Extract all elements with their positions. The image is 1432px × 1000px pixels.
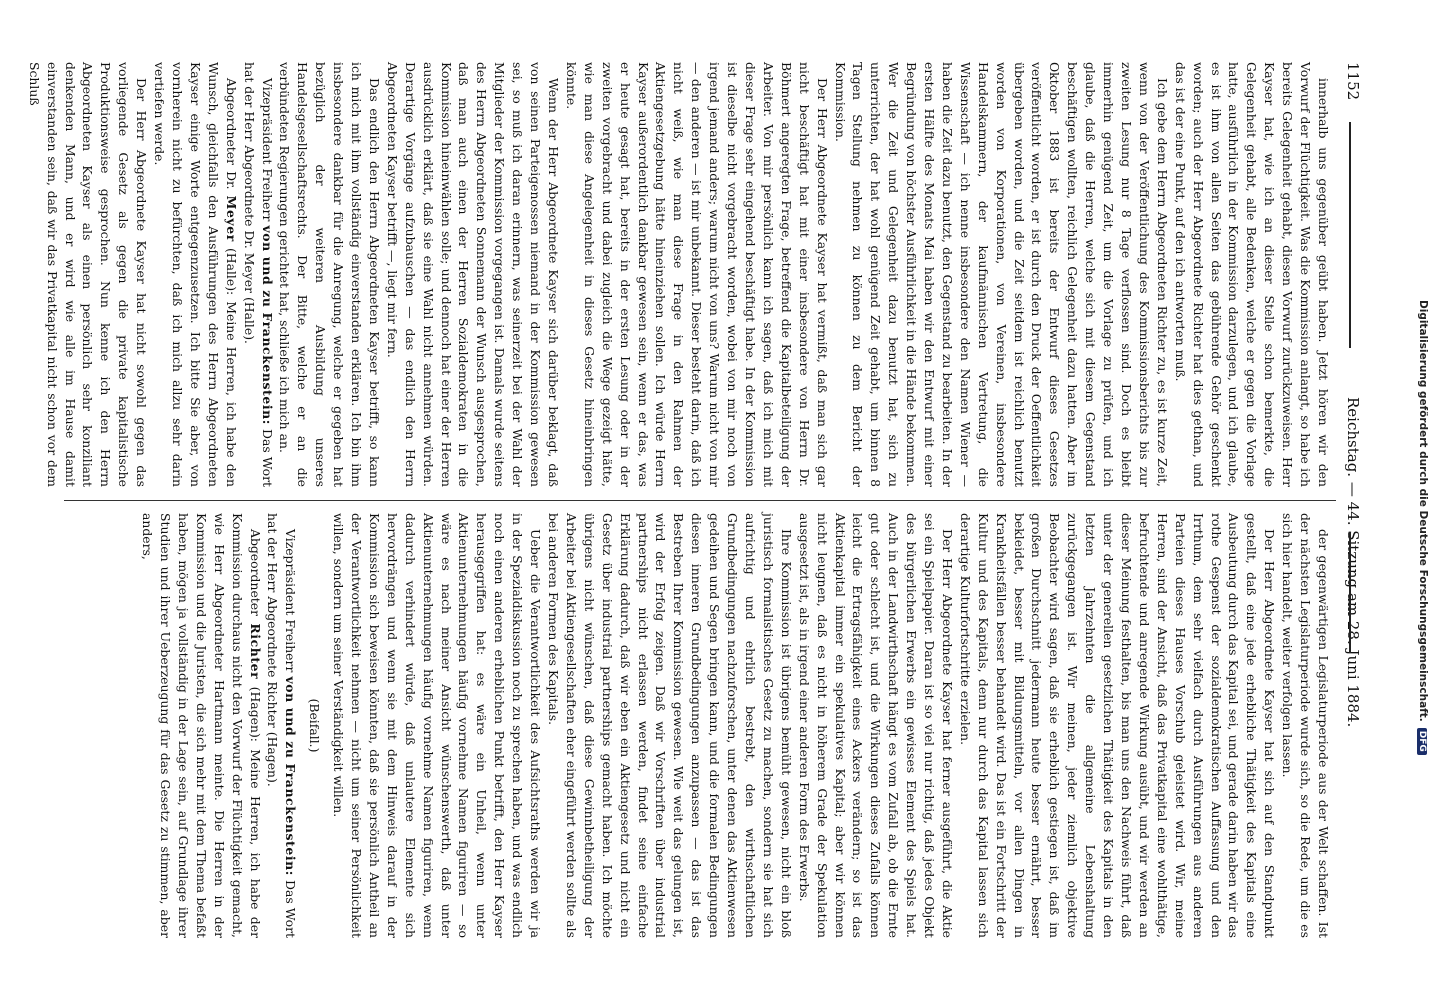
paragraph: Ihre Kommission ist übrigens bemüht gewesen, nicht ein bloß juristisch formalistisches Gesetz zu machen, sondern sie hat sich aufrichtig und ehrlich bestrebt, den wirthschaftlichen Grundbedingungen nachzuforschen, unter denen das Aktienwesen gedeihen und Segen bringen kann, und die formalen Bedingungen diesen inneren Grundbedingungen anzupassen — das ist das Bestreben Ihrer Kommission gewesen. Wie weit das gelungen ist, wird der Erfolg zeigen. Daß wir Vorschriften über industrial partnerships nicht erlassen werden, findet seine einfache Erklärung dadurch, daß wir eben ein Aktiengesetz und nicht ein Gesetz über industrial partnerships gemacht haben. Ich möchte übrigens nicht wünschen, daß diese Gewinnbetheiligung der Arbeiter bei Aktiengesellschaften eher eingeführt werden sollte als bei anderen Formen des Kapitals. (546, 513, 794, 938)
dfg-logo: DFG (1417, 728, 1427, 755)
speaker-text: (Hagen): Meine Herren, ich habe der Kommission durchaus nicht den Vorwurf der Flüchtigkeit gemacht, wie Herr Abgeordneter Hartmann meinte. Die Herren in der Kommission und die Juristen, die sich mehr mit dem Thema befaßt haben, mögen ja vollständig in der Lage sein, auf Grundlage ihrer Studien und ihrer Ueberzeugung für das Gesetz zu stimmen, aber anders, (140, 513, 263, 938)
paragraph: Der Herr Abgeordnete Kayser hat vermißt, daß man sich gar nicht beschäftigt hat mit einer insbesondere von Herrn Dr. Böhmert angeregten Frage, betreffend die Kapitalbeteiligung der Arbeiter. Von mir persönlich kann ich sagen, daß ich mich mit dieser Frage sehr eingehend beschäftigt habe. In der Kommission ist dieselbe nicht vorgebracht worden, wobei von mir noch von irgend jemand anders; warum nicht von uns? Warum nicht von mir — den anderen — ist mir unbekannt. Dieser besteht darin, daß ich nicht weiß, wie man diese Frage in den Rahmen der Aktiengesetzgebung hätte hineinziehen sollen. Ich würde Herrn Kayser außerordentlich dankbar gewesen sein, wenn er das, was er heute gesagt hat, bereits in der ersten Lesung oder in der zweiten vorgebracht und dabei zugleich die Wege gezeigt hätte, wie man diese Angelegenheit in dieses Gesetz hineinbringen könnte. (563, 62, 830, 487)
speaker-name: Richter (247, 623, 263, 680)
speaker-text: (Halle): Meine Herren, ich habe den Wunsch, gleichfalls den Ausführungen des Herrn Abgeordneten Kayser einige Worte entgegenzusetzen. Ich bitte Sie aber, von vornherein nicht zu befürchten, daß ich mich allzu sehr darin vertiefen werde. (152, 62, 239, 487)
speaker-text: Das Wort hat der Herr Abgeordnete Richter (Hagen). (265, 513, 299, 938)
paragraph: Ich gebe dem Herrn Abgeordneten Richter zu, es ist kurze Zeit, wenn von der Veröffentlichung des Kommissionsberichts bis zur zweiten Lesung nur 8 Tage verflossen sind. Doch es bleibt immerhin genügend Zeit, um die Vorlage zu prüfen, und ich glaube, daß die Herren, welche sich mit diesem Gegenstand beschäftigen wollten, reichlich Gelegenheit dazu hatten. Aber im Oktober 1883 ist bereits der Entwurf dieses Gesetzes veröffentlicht worden, er ist durch den Druck der Oeffentlichkeit übergeben worden, und die Zeit seitdem ist reichlich benutzt worden von Korporationen, von Vereinen, insbesondere Handelskammern, der kaufmännischen Vertretung, die Wissenschaft — ich nenne insbesondere den Namen Wiener — haben die Zeit dazu benutzt, den Gegenstand zu bearbeiten. In der ersten Hälfte des Monats Mai haben wir den Entwurf mit einer Begründung von höchster Ausführlichkeit in die Hände bekommen. Wer die Zeit und Gelegenheit dazu benutzt hat, sich zu unterrichten, der hat wohl genügend Zeit gehabt, um binnen 8 Tagen Stellung nehmen zu können zu dem Bericht der Kommission. (832, 62, 1170, 488)
speaker-prefix: Vizepräsident Freiherr (283, 529, 299, 673)
digitization-note-text (1415, 300, 1429, 1000)
paragraph: Der Herr Abgeordnete Kayser hat ferner ausgeführt, die Aktie sei ein Spielpapier. Daran ist so viel nur richtig, daß jedes Objekt des bürgerlichen Erwerbs ein gewisses Element des Spiels hat. Auch in der Landwirthschaft hängt es vom Zufall ab, ob die Ernte gut oder schlecht ist, und die Wirkungen dieses Zufalls können leicht die Ertragsfähigkeit eines Ackers verändern; so ist das Aktienkapital immer ein spekulatives Kapital; aber wir können nicht leugnen, daß es nicht in höherem Grade der Spekulation ausgesetzt ist, als in irgend einer anderen Form des Erwerbs. (796, 513, 955, 938)
speaker-prefix: Abgeordneter (247, 529, 263, 617)
paragraph: Der Herr Abgeordnete Kayser hat nicht sowohl gegen das vorliegende Gesetz als gegen die private kapitalistische Produktionsweise gesprochen. Nun kenne ich den Herrn Abgeordneten Kayser als einen persönlich sehr konziliant denkenden Mann, und er wird wie alle im Hause damit einverstanden sein, daß wir das Privatkapital nicht schon vor dem Schluß (26, 62, 150, 487)
paragraph: Das endlich den Herrn Abgeordneten Kayser betrifft, so kann ich mich mit ihm vollständig einverstanden erklären. Ich bin ihm insbesondere dankbar für die Anregung, welche er gegeben hat bezüglich der weiteren Ausbildung unseres Handelsgesellschaftsrechts. Der Bitte, welche er an die verbündeten Regierungen gerichtet hat, schließe ich mich an. (277, 62, 382, 487)
page-header (1338, 62, 1362, 938)
speaker-text: Das Wort hat der Herr Abgeordnete Dr. Meyer (Halle). (241, 62, 275, 487)
speaker-paragraph (150, 62, 240, 487)
right-column (72, 513, 1332, 938)
digitization-note (1415, 300, 1429, 1000)
header-rule-left (1349, 122, 1351, 348)
speaker-prefix: Abgeordneter Dr. (223, 78, 239, 190)
paragraph: Der Herr Abgeordnete Kayser hat sich auf den Standpunkt gestellt, daß eine jede erhebliche Thätigkeit des Kapitals eine Ausbeutung durch das Kapital sei, und gerade darin haben wir das rothe Gespenst der sozialdemokratischen Auffassung und den Irrthum, dem sehr vielfach durch Ausführungen aus anderen Parteien dieses Hauses Vorschub geleistet wird. Wir, meine Herren, sind der Ansicht, daß das Privatkapital eine wohlthätige, befruchtende und anregende Wirkung ausübt, und wir werden an dieser Meinung festhalten, bis man uns den Nachweis führt, daß unter der generellen gesetzlichen Thätigkeit des Kapitals in den letzten Jahrzehnten die allgemeine Lebenshaltung zurückgegangen ist. Wir meinen, jeder ziemlich objektive Beobachter wird sagen, daß sie erheblich gestiegen ist, daß im großen Durchschnitt jedermann heute besser ernährt, besser bekleidet, besser mit Bildungsmitteln, vor allen Dingen in Krankheitsfällen besser behandelt wird. Das ist ein Fortschritt der Kultur und des Kapitals, denn nur durch das Kapital lassen sich derartige Kulturfortschritte erzielen. (957, 513, 1278, 938)
speaker-name: von und zu Franckenstein: (283, 676, 299, 876)
paragraph: der gegenwärtigen Legislaturperiode aus der Welt schaffen. Ist der nächsten Legislaturperiode wurde sich, so die Rede, um die es sich hier handelt, weiter verfolgen lassen. (1280, 513, 1331, 938)
speaker-name: von und zu Franckenstein: (259, 225, 275, 425)
left-column (26, 62, 1332, 488)
speaker-paragraph (264, 513, 300, 938)
speaker-paragraph (138, 513, 263, 938)
applause-note: (Beifall.) (307, 698, 323, 753)
speaker-paragraph (240, 62, 276, 487)
paragraph: Wenn der Herr Abgeordnete Kayser sich darüber beklagt, daß von seinen Parteigenossen niemand in der Kommission gewesen sei, so muß ich daran erinnern, was seinerzeit bei der Wahl der Mitglieder der Kommission vorgegangen ist. Damals wurde seitens des Herrn Abgeordneten Sonnemann der Wunsch ausgesprochen, daß man auch einen der Herren Sozialdemokraten in die Kommission hineinwählen solle; und dennoch hat einer der Herren ausdrücklich erklärt, daß sie eine Wahl nicht annehmen würden. Derartige Vorgänge aufzubauschen — das endlich den Herrn Abgeordneten Kayser betrifft —, liegt mir fern. (384, 62, 562, 487)
paragraph: Ueber die Verantwortlichkeit des Aufsichtsraths werden wir ja in der Spezialdiskussion noch zu sprechen haben, und was endlich noch einen anderen erheblichen Punkt betrifft, den Herr Kayser herausgegriffen hat: es wäre ein Unheil, wenn unter Aktienunternehmungen häufig vornehme Namen figuriren — so wäre es nach meiner Ansicht wünschenswerth, daß unter Aktienunternehmungen häufig vornehme Namen figuriren, wenn dadurch verhindert würde, daß unlautere Elemente sich hervordrängen und wenn sie mit dem Hinweis darauf in der Kommission sich beweisen könnten, daß sie persönlich Antheil an der Verantwortlichkeit nehmen — nicht um seiner Persönlichkeit willen, sondern um seiner Verständigkeit willen. (331, 513, 544, 938)
speaker-name: Meyer (223, 195, 239, 242)
paragraph: innerhalb uns gegenüber geübt haben. Jetzt hören wir den Vorwurf der Flüchtigkeit. Was die Kommission anlangt, so habe ich bereits Gelegenheit gehabt, diesen Vorwurf zurückzuweisen. Herr Kayser hat, wie ich an dieser Stelle schon bemerkte, die Gelegenheit gehabt, alle Bedenken, welche er gegen die Vorlage hatte, ausführlich in der Kommission darzulegen, und ich glaube, es ist ihm von allen Seiten das gebührende Gehör geschenkt worden; auch der Herr Abgeordnete Richter hat dies gethan, und das ist der eine Punkt, auf den ich antworten muß. (1172, 62, 1331, 487)
running-title: Reichstag. — 44. Sitzung am 28. Juni 1884. (1344, 397, 1362, 728)
funding-text: Digitalisierung gefördert durch die Deutsche Forschungsgemeinschaft. (1417, 300, 1429, 722)
column-divider (64, 500, 1336, 501)
page-number: 1152 (1344, 62, 1362, 101)
speaker-prefix: Vizepräsident Freiherr (259, 78, 275, 222)
header-rule-right (1349, 532, 1351, 653)
